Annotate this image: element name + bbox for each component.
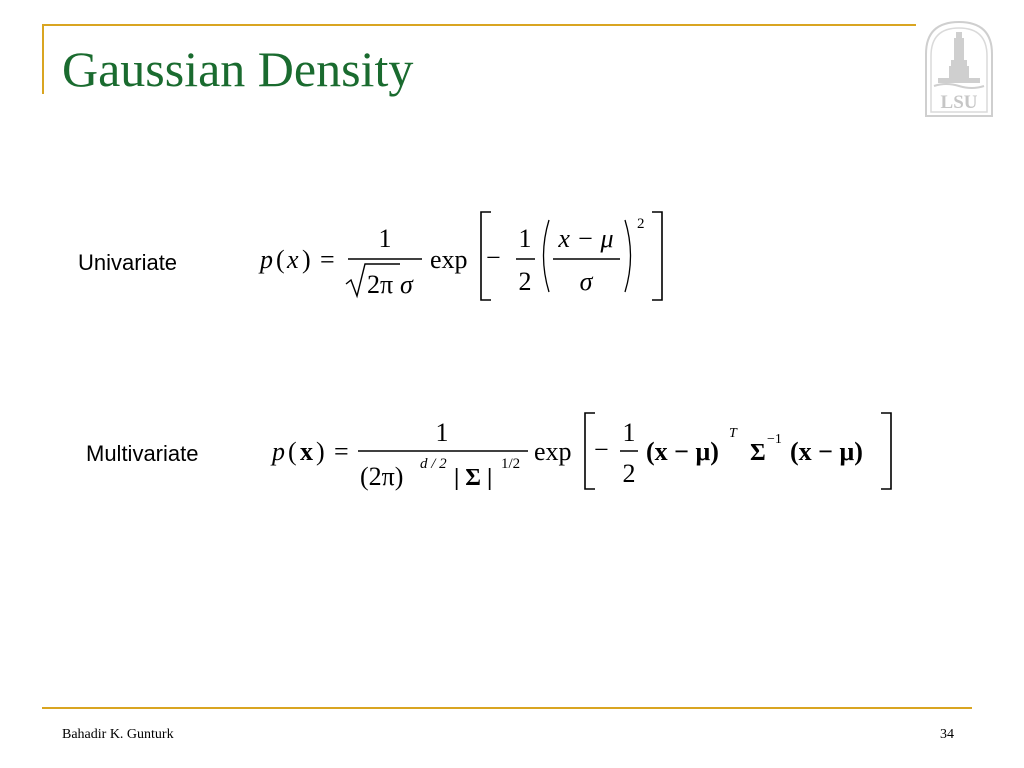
univariate-label: Univariate	[78, 250, 178, 275]
u-right-bracket	[652, 212, 662, 300]
page-number: 34	[940, 727, 954, 742]
m-p: p	[272, 437, 285, 466]
u-lparen: (	[276, 245, 285, 274]
u-inner-num: x − μ	[558, 224, 614, 253]
u-inner-rparen	[625, 220, 631, 292]
u-half-den: 2	[518, 267, 532, 296]
u-half-num: 1	[518, 224, 532, 253]
u-rparen: )	[302, 245, 311, 274]
u-inner-den: σ	[579, 267, 593, 296]
m-term2: (x − μ)	[790, 437, 863, 466]
lsu-tower-logo-icon	[922, 18, 996, 120]
u-minus: −	[486, 243, 501, 272]
left-rule	[42, 24, 44, 94]
top-rule	[42, 24, 916, 26]
m-two-pi: (2π)	[360, 462, 404, 491]
m-minus: −	[594, 435, 609, 464]
m-equals: =	[334, 437, 349, 466]
m-half-num: 1	[622, 418, 636, 447]
univariate-formula	[250, 200, 680, 310]
m-inverse: −1	[767, 432, 782, 447]
u-sigma: σ	[400, 270, 413, 299]
m-half-power: 1/2	[501, 456, 521, 472]
footer-author: Bahadir K. Gunturk	[62, 727, 174, 742]
u-equals: =	[320, 245, 335, 274]
u-p: p	[260, 245, 273, 274]
bottom-rule	[42, 707, 972, 709]
multivariate-label: Multivariate	[86, 441, 199, 466]
u-num-one: 1	[378, 224, 392, 253]
m-rparen: )	[316, 437, 325, 466]
m-sigma: Σ	[750, 440, 766, 466]
u-power: 2	[637, 216, 645, 232]
u-inner-lparen	[544, 220, 550, 292]
m-right-bracket	[881, 413, 891, 489]
m-lparen: (	[288, 437, 297, 466]
m-half-den: 2	[622, 459, 636, 488]
multivariate-formula	[262, 405, 902, 500]
m-transpose: T	[729, 426, 737, 441]
u-two-pi: 2π	[367, 270, 394, 299]
m-det-sigma: | Σ |	[454, 465, 493, 491]
u-x: x	[287, 245, 299, 274]
m-d-over-2: d / 2	[420, 456, 447, 472]
m-x: x	[300, 437, 313, 466]
m-exp: exp	[534, 437, 572, 466]
m-term1: (x − μ)	[646, 437, 719, 466]
logo-text: LSU	[940, 92, 978, 113]
u-exp: exp	[430, 245, 468, 274]
slide-title: Gaussian Density	[62, 41, 414, 97]
m-num-one: 1	[435, 418, 449, 447]
